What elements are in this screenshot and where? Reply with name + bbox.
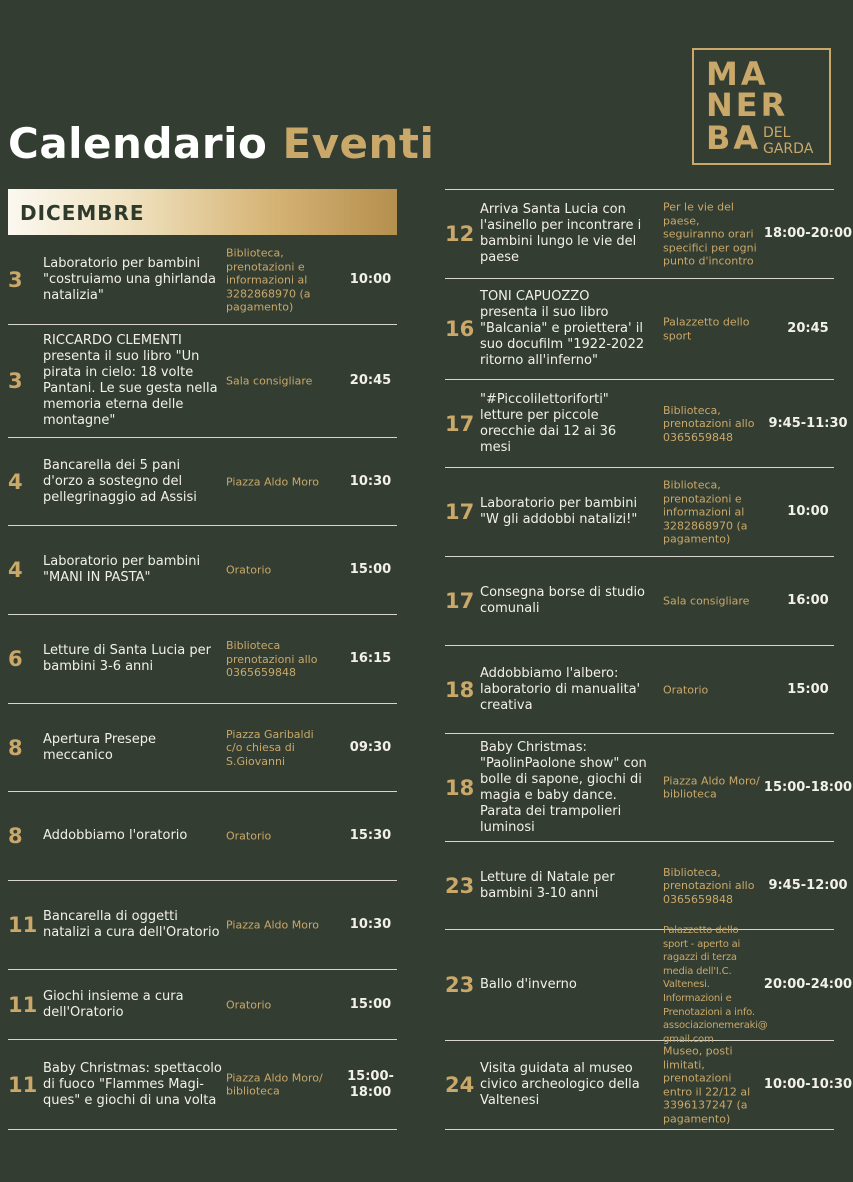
event-place: Piazza Aldo Moro/ biblioteca [663, 774, 760, 801]
event-place: Piazza Aldo Moro [226, 474, 319, 488]
event-time: 20:45 [787, 321, 829, 336]
title-word-2: Eventi [282, 119, 435, 168]
event-day: 11 [8, 1072, 38, 1097]
event-row [8, 881, 397, 970]
event-description: RICCARDO CLEMENTI presenta il suo libro "Un pirata in cielo: 18 volte Pantani. Le sue gesta nella memoria eterna delle montagne" [43, 333, 218, 428]
event-row [445, 734, 853, 842]
event-row [445, 1041, 853, 1130]
event-time: 18:00-20:00 [763, 226, 853, 241]
logo-line-2: NER [706, 86, 789, 124]
event-time: 15:00 [349, 996, 392, 1012]
event-place: Biblioteca, prenotazioni e informazioni al 3282868970 (a pagamento) [226, 246, 311, 314]
event-day: 8 [8, 824, 23, 848]
event-description: Laboratorio per bambini "costruiamo una ghirlanda natalizia" [43, 256, 216, 303]
event-day: 6 [8, 647, 23, 671]
event-row [8, 704, 397, 792]
event-row [445, 646, 834, 734]
event-day: 18 [445, 775, 475, 800]
event-day: 17 [445, 500, 475, 524]
event-day: 17 [445, 589, 475, 613]
manerba-logo [692, 48, 831, 165]
event-time: 10:00-10:30 [763, 1077, 853, 1092]
event-day: 18 [445, 677, 475, 702]
event-description: "#Piccolilettoriforti" letture per piccole orecchie dai 12 ai 36 mesi [480, 391, 617, 455]
event-day: 11 [8, 992, 38, 1017]
event-place: Biblioteca, prenotazioni e informazioni al 3282868970 (a pagamento) [663, 478, 748, 546]
event-row [445, 557, 834, 646]
event-day: 8 [8, 735, 23, 760]
event-day: 3 [8, 369, 23, 393]
event-row [445, 924, 853, 1045]
event-description: Bancarella dei 5 pani d'orzo a sostegno del pellegrinaggio ad Assisi [43, 457, 197, 505]
event-description: Baby Christmas: "PaolinPaolone show" con bolle di sapone, giochi di magia e baby dance. Parata dei trampolieri luminosi [480, 739, 647, 835]
event-description: Arriva Santa Lucia con l'asinello per incontrare i bambini lungo le vie del paese [480, 202, 642, 265]
event-row [8, 236, 397, 325]
event-time: 09:30 [349, 739, 392, 755]
logo-small-2: GARDA [763, 141, 814, 157]
event-row [8, 1040, 397, 1130]
event-day: 3 [8, 268, 23, 292]
event-description: Consegna borse di studio comunali [480, 585, 646, 616]
event-row [445, 190, 853, 279]
event-row [445, 842, 848, 930]
event-description: Letture di Natale per bambini 3-10 anni [480, 869, 615, 901]
event-place: Piazza Aldo Moro/ biblioteca [226, 1071, 323, 1098]
event-day: 23 [445, 973, 475, 997]
event-description: Laboratorio per bambini "MANI IN PASTA" [43, 554, 201, 585]
event-day: 4 [8, 469, 23, 494]
event-place: Biblioteca, prenotazioni allo 0365659848 [663, 403, 755, 444]
event-place: Biblioteca, prenotazioni allo 0365659848 [663, 865, 755, 906]
event-description: Letture di Santa Lucia per bambini 3-6 anni [43, 643, 211, 674]
event-place: Sala consigliare [226, 374, 313, 388]
event-place: Oratorio [226, 829, 272, 843]
title-word-1: Calendario [8, 119, 268, 168]
logo-line-1: MA [706, 55, 769, 93]
event-description: Addobbiamo l'oratorio [43, 828, 188, 843]
event-description: Giochi insieme a cura dell'Oratorio [43, 988, 184, 1020]
event-place: Sala consigliare [663, 594, 750, 608]
event-time: 15:30 [349, 828, 392, 843]
event-description: Visita guidata al museo civico archeologico della Valtenesi [480, 1061, 640, 1108]
event-place: Piazza Aldo Moro [226, 918, 319, 932]
event-time: 15:00 [787, 681, 829, 697]
event-place: Per le vie del paese, seguiranno orari specifici per ogni punto d'incontro [663, 200, 757, 268]
event-day: 12 [445, 222, 475, 246]
event-place: Oratorio [226, 997, 272, 1011]
event-time: 10:00 [787, 504, 829, 519]
event-row [8, 438, 397, 526]
event-time: 9:45-11:30 [768, 415, 848, 431]
event-day: 24 [445, 1073, 475, 1097]
event-place: Museo, posti limitati, prenotazioni entro il 22/12 al 3396137247 (a pagamento) [663, 1044, 751, 1125]
event-description: TONI CAPUOZZO presenta il suo libro "Balcania" e proiettera' il suo docufilm "1922-2022 ritorno all'inferno" [480, 289, 645, 368]
event-row [8, 970, 397, 1040]
event-day: 17 [445, 411, 475, 436]
logo-small-1: DEL [763, 125, 791, 141]
event-description: Ballo d'inverno [480, 977, 577, 992]
event-time: 15:00 [349, 562, 392, 577]
event-description: Bancarella di oggetti natalizi a cura dell'Oratorio [43, 909, 220, 940]
event-time: 10:30 [349, 917, 392, 932]
event-row [8, 615, 397, 704]
page-title [8, 118, 434, 170]
event-row [8, 792, 397, 881]
event-time: 9:45-12:00 [768, 877, 848, 893]
event-description: Apertura Presepe meccanico [43, 731, 156, 763]
event-time: 10:00 [349, 272, 392, 287]
event-row [445, 279, 834, 380]
event-time: 15:00-18:00 [763, 779, 853, 795]
event-row [445, 468, 834, 557]
event-place: Oratorio [226, 563, 272, 577]
month-banner [8, 189, 397, 235]
event-description: Addobbiamo l'albero: laboratorio di manualita' creativa [480, 665, 641, 713]
event-place: Oratorio [663, 682, 709, 696]
logo-line-3: BA [706, 119, 762, 157]
event-place: Palazzetto dello sport [663, 315, 750, 342]
event-place: Biblioteca prenotazioni allo 0365659848 [226, 638, 318, 679]
event-day: 11 [8, 913, 38, 937]
month-label: DICEMBRE [20, 201, 145, 225]
event-day: 16 [445, 317, 475, 341]
event-time: 16:00 [787, 593, 829, 608]
event-row [8, 526, 397, 615]
event-time: 16:15 [349, 651, 392, 666]
event-place: Palazzetto dello sport - aperto ai ragazzi di terza media dell'I.C. Valtenesi. Informazioni e Prenotazioni a info. associazionemeraki@ gmail.com [663, 924, 768, 1045]
event-time: 20:00-24:00 [763, 977, 853, 992]
event-time: 20:45 [349, 373, 392, 388]
event-day: 23 [445, 873, 475, 898]
event-time: 10:30 [349, 473, 392, 489]
event-description: Laboratorio per bambini "W gli addobbi natalizi!" [480, 496, 638, 527]
event-day: 4 [8, 558, 23, 582]
event-row [445, 380, 848, 468]
event-row [8, 325, 397, 438]
event-time: 15:00-18:00 [347, 1068, 394, 1100]
event-place: Piazza Garibaldi c/o chiesa di S.Giovanni [226, 727, 314, 768]
event-description: Baby Christmas: spettacolo di fuoco "Flammes Magi-ques" e giochi di una volta [43, 1060, 222, 1108]
